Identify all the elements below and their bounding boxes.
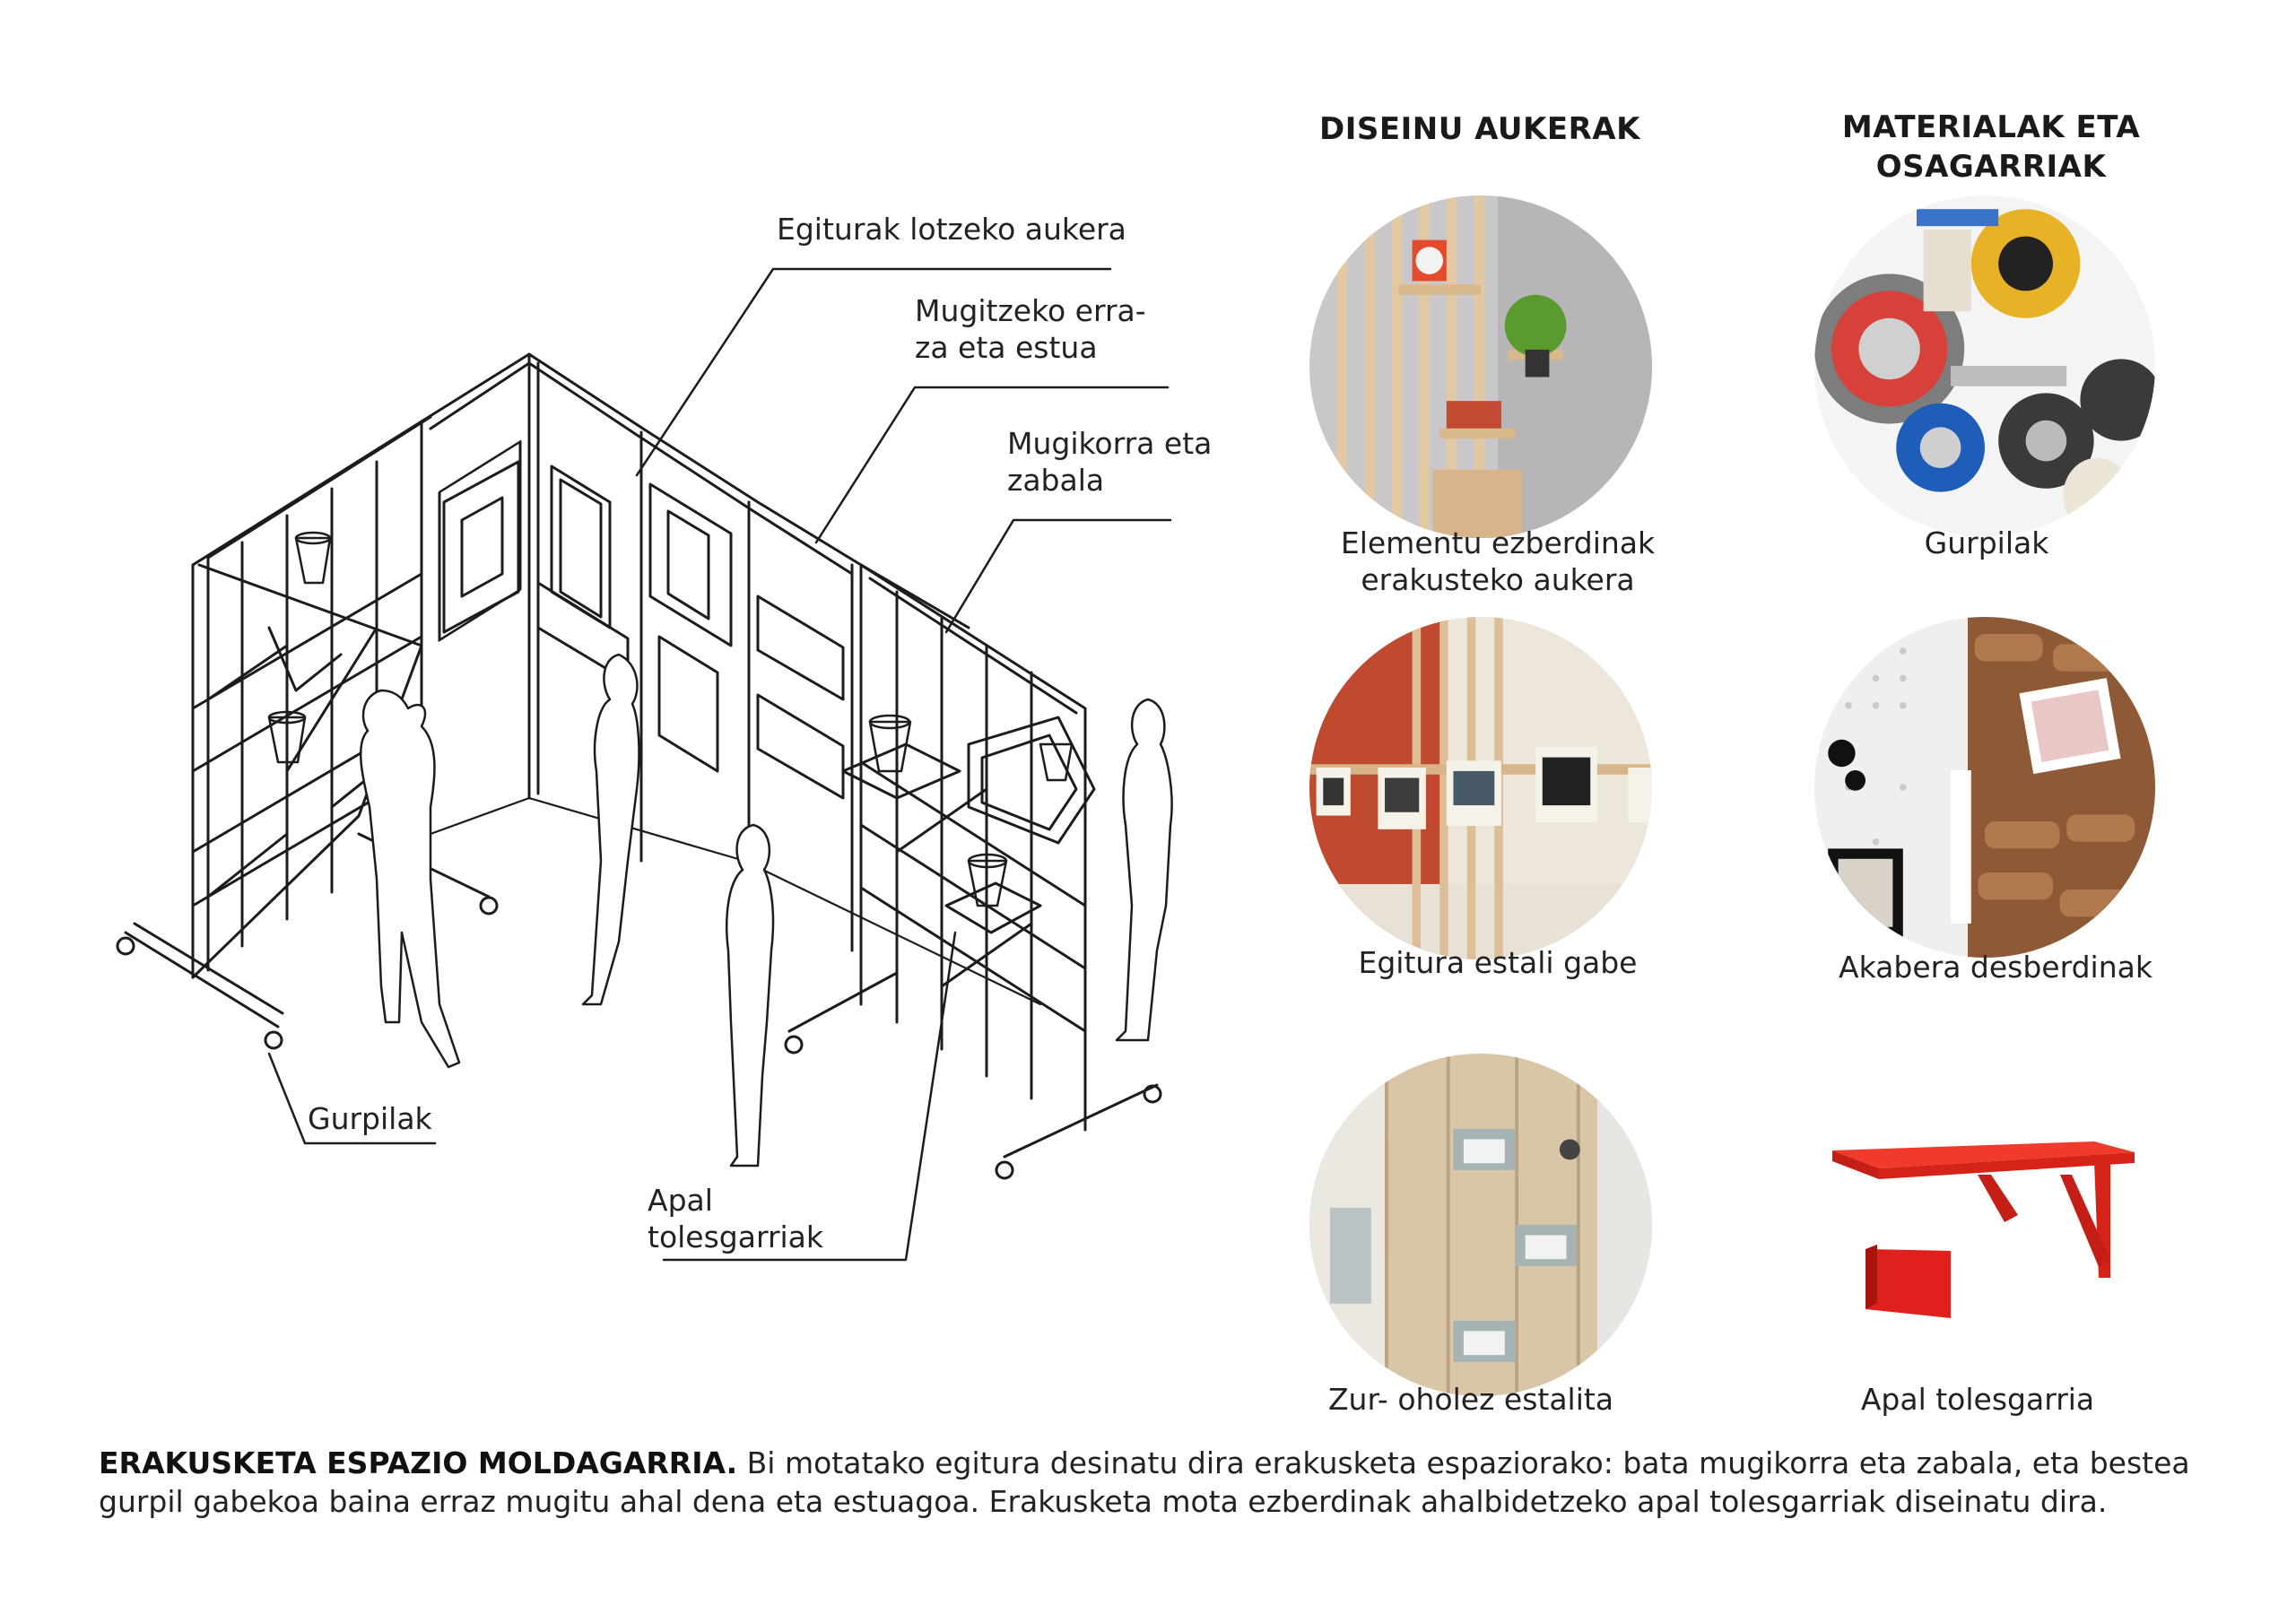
pegboard-cork-finish-photo [1814,617,2155,958]
heading-design-options: DISEINU AUKERAK [1319,111,1640,147]
caption-folding-shelf: Apal tolesgarria [1860,1382,2095,1417]
heading-materials: MATERIALAK ETA OSAGARRIAK [1841,109,2141,185]
caster-wheels-photo [1814,195,2155,536]
caption-exposed-frame: Egitura estali gabe [1358,945,1638,980]
central-panels [422,354,969,950]
footer-title: ERAKUSKETA ESPAZIO MOLDAGARRIA. [99,1445,738,1480]
caption-wood-covered: Zur- oholez estalita [1327,1382,1614,1417]
exhibition-structure-drawing [0,0,1274,1327]
callout-connect-option: Egiturak lotzeko aukera [777,212,1126,247]
caption-display-option: Elementu ezberdinak erakusteko aukera [1340,525,1656,597]
folding-shelf-photo [1825,1125,2139,1341]
callout-folding-shelves: Apal tolesgarriak [648,1183,824,1254]
wood-board-wall-photo [1309,1054,1652,1396]
callout-easy-narrow: Mugitzeko erra- za eta estua [915,293,1146,365]
footer-text: Bi motatako egitura desinatu dira erakusketa espaziorako: bata mugikorra eta zabala, eta bestea gurpil gabekoa baina erraz mugitu ahal dena eta estuagoa. Erakusketa mota ezberdinak ahalbidetzeko apal tolesgarriak diseinatu dira. [99,1445,2190,1519]
description-footer [99,1444,2233,1521]
wooden-slat-display-photo [1309,195,1652,538]
caption-finishes: Akabera desberdinak [1839,950,2152,985]
caption-wheels: Gurpilak [1924,525,2049,560]
callout-mobile-wide: Mugikorra eta zabala [1007,426,1213,498]
callout-wheels: Gurpilak [308,1101,432,1136]
exposed-frame-gallery-photo [1309,617,1652,959]
